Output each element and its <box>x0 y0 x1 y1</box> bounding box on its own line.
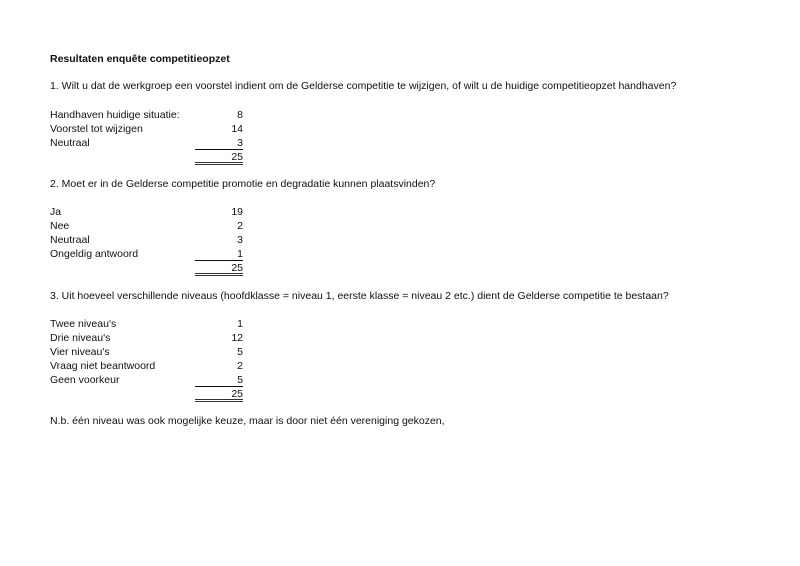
question-1-results <box>50 108 245 164</box>
result-row <box>50 317 245 331</box>
result-value: 3 <box>195 136 243 150</box>
result-row <box>50 122 245 136</box>
result-row <box>50 205 245 219</box>
result-value: 19 <box>231 206 243 218</box>
total-row <box>50 261 245 275</box>
result-value: 5 <box>195 373 243 387</box>
total-value: 25 <box>195 261 243 276</box>
result-value: 1 <box>237 318 243 330</box>
total-value: 25 <box>195 387 243 402</box>
result-row <box>50 219 245 233</box>
result-row <box>50 108 245 122</box>
total-value: 25 <box>195 150 243 165</box>
result-label: Ja <box>50 206 62 218</box>
question-3-results <box>50 317 245 401</box>
result-row <box>50 345 245 359</box>
result-label: Neutraal <box>50 137 90 149</box>
result-label: Drie niveau's <box>50 332 111 344</box>
question-2-text: 2. Moet er in de Gelderse competitie promotie en degradatie kunnen plaatsvinden? <box>50 178 436 190</box>
result-label: Ongeldig antwoord <box>50 248 139 260</box>
document-title: Resultaten enquête competitieopzet <box>50 53 230 65</box>
result-value: 2 <box>237 220 243 232</box>
footnote: N.b. één niveau was ook mogelijke keuze, maar is door niet één vereniging gekozen, <box>50 415 445 427</box>
result-row <box>50 359 245 373</box>
question-2-results <box>50 205 245 275</box>
result-value: 3 <box>237 234 243 246</box>
question-1-text: 1. Wilt u dat de werkgroep een voorstel indient om de Gelderse competitie te wijzigen, of wilt u de huidige competitieopzet handhaven? <box>50 80 677 92</box>
result-label: Nee <box>50 220 70 232</box>
result-label: Geen voorkeur <box>50 374 120 386</box>
result-value: 1 <box>195 247 243 261</box>
result-value: 14 <box>231 123 243 135</box>
result-value: 2 <box>237 360 243 372</box>
result-label: Vier niveau's <box>50 346 110 358</box>
result-label: Twee niveau's <box>50 318 117 330</box>
result-row <box>50 373 245 387</box>
total-row <box>50 387 245 401</box>
result-row <box>50 331 245 345</box>
result-label: Vraag niet beantwoord <box>50 360 156 372</box>
result-label: Voorstel tot wijzigen <box>50 123 143 135</box>
question-3-text: 3. Uit hoeveel verschillende niveaus (hoofdklasse = niveau 1, eerste klasse = niveau 2 etc.) dient de Gelderse competitie te bestaan? <box>50 290 669 302</box>
result-value: 12 <box>231 332 243 344</box>
result-value: 8 <box>237 109 243 121</box>
result-label: Neutraal <box>50 234 90 246</box>
result-row <box>50 233 245 247</box>
result-row <box>50 247 245 261</box>
result-value: 5 <box>237 346 243 358</box>
result-label: Handhaven huidige situatie: <box>50 109 180 121</box>
total-row <box>50 150 245 164</box>
result-row <box>50 136 245 150</box>
